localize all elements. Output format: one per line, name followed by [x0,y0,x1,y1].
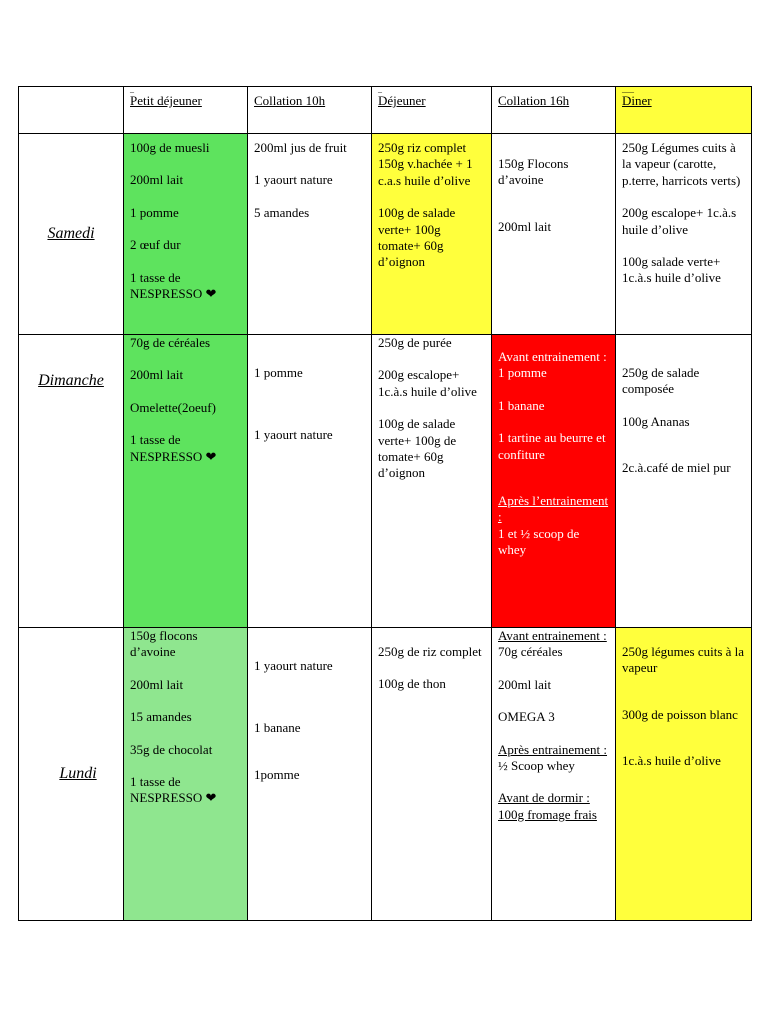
dimanche-collation-10h [248,335,372,628]
list-item: 100g salade verte+ 1c.à.s huile d’olive [622,254,721,286]
list-item: 200ml lait [130,367,184,383]
row-lundi [19,628,752,921]
list-item: 1 tartine au beurre et confiture [498,430,606,462]
list-item: 100g Ananas [622,413,690,429]
list-item: Avant entrainement : 70g céréales [498,628,607,660]
row-samedi [19,134,752,335]
dimanche-dejeuner [372,335,492,628]
list-item: 1 pomme [254,365,303,380]
day-samedi: Samedi [19,134,124,335]
list-item: 250g de salade composée [622,365,700,397]
dimanche-collation-16h [492,335,616,628]
samedi-diner [616,134,752,335]
list-item: 200ml lait [498,218,552,234]
list-item: 200ml jus de fruit [254,140,347,155]
header-diner: ___ Diner [616,87,752,134]
samedi-petit-dejeuner [124,134,248,335]
list-item: 200ml lait [130,172,184,188]
list-item: 200ml lait [130,676,184,692]
list-item: 250g riz complet 150g v.hachée + 1 c.a.s huile d’olive [378,140,473,188]
list-item: 1 banane [254,720,301,736]
day-dimanche: Dimanche [19,335,124,628]
list-item: 150g flocons d’avoine [130,628,198,660]
meal-plan-table [18,86,752,921]
day-lundi: Lundi [19,628,124,921]
list-item: 1c.à.s huile d’olive [622,753,721,769]
list-item: 2c.à.café de miel pur [622,460,731,476]
list-item: Après entrainement : ½ Scoop whey [498,741,608,774]
list-item: 1 banane [498,397,545,413]
list-item: 100g de thon [378,676,446,692]
header-collation-10h: Collation 10h [248,87,372,134]
list-item: 250g de riz complet [378,644,482,659]
list-item: 250g Légumes cuits à la vapeur (carotte, p.terre, harricots verts) [622,140,741,188]
list-item: 1 tasse de NESPRESSO ❤ [130,774,217,806]
list-item: 1 yaourt nature [254,658,333,673]
list-item: Après l’entrainement : 1 et ½ scoop de whey [498,493,609,558]
lundi-collation-10h [248,628,372,921]
list-item: 250g de purée [378,335,452,350]
list-item: 250g légumes cuits à la vapeur [622,644,745,676]
list-item: 1 tasse de NESPRESSO ❤ [130,269,217,302]
header-dejeuner: _ Déjeuner [372,87,492,134]
header-collation-16h: Collation 16h [492,87,616,134]
list-item: Avant de dormir : 100g fromage frais [498,790,597,822]
list-item: 1 tasse de NESPRESSO ❤ [130,432,217,464]
lundi-diner [616,628,752,921]
list-item: 15 amandes [130,709,192,725]
list-item: 5 amandes [254,204,310,220]
dimanche-petit-dejeuner [124,335,248,628]
header-empty [19,87,124,134]
header-petit-dejeuner: _ Petit déjeuner [124,87,248,134]
list-item: 200ml lait [498,676,552,692]
samedi-collation-10h [248,134,372,335]
list-item: 1 yaourt nature [254,427,333,443]
header-row [19,87,752,134]
list-item: 100g de salade verte+ 100g de tomate+ 60g d’oignon [378,416,457,481]
samedi-collation-16h [492,134,616,335]
list-item: 200g escalope+ 1c.à.s huile d’olive [378,367,477,399]
dimanche-diner [616,335,752,628]
list-item: 1 pomme [130,204,179,220]
lundi-petit-dejeuner [124,628,248,921]
list-item: Omelette(2oeuf) [130,399,216,415]
list-item: 1pomme [254,766,300,782]
list-item: 150g Flocons d’avoine [498,156,569,188]
list-item: 200g escalope+ 1c.à.s huile d’olive [622,205,737,237]
samedi-dejeuner [372,134,492,335]
lundi-collation-16h [492,628,616,921]
list-item: 70g de céréales [130,335,211,350]
list-item: 2 œuf dur [130,237,181,253]
list-item: 35g de chocolat [130,741,213,757]
list-item: OMEGA 3 [498,709,555,725]
row-dimanche [19,335,752,628]
list-item: 100g de muesli [130,140,210,155]
list-item: 300g de poisson blanc [622,706,738,722]
lundi-dejeuner [372,628,492,921]
list-item: 1 yaourt nature [254,172,333,188]
list-item: Avant entrainement : 1 pomme [498,349,607,381]
list-item: 100g de salade verte+ 100g tomate+ 60g d’oignon [378,205,456,270]
